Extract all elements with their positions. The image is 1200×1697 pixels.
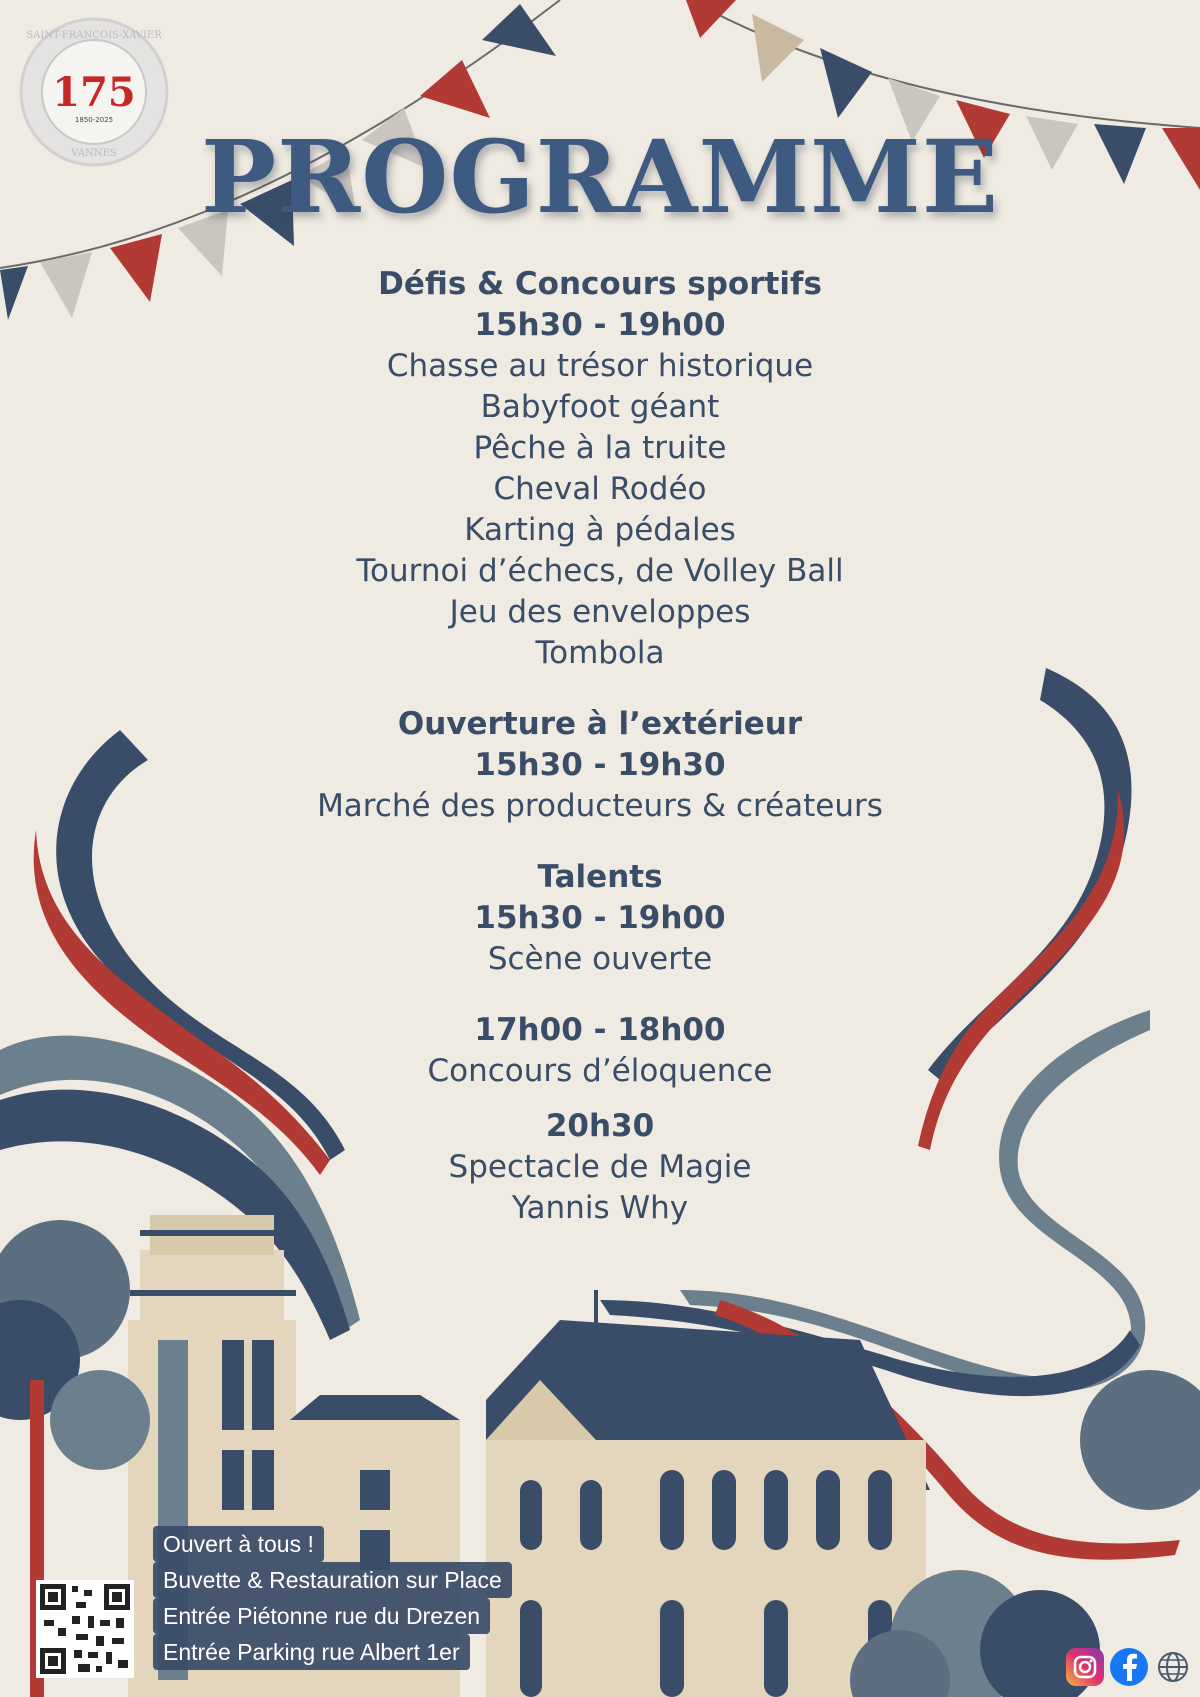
section-magic <box>0 1106 1200 1229</box>
section-outdoor <box>0 704 1200 827</box>
info-line: Entrée Parking rue Albert 1er <box>153 1634 470 1670</box>
section-time: 17h00 - 18h00 <box>474 1012 726 1048</box>
program-item: Spectacle de Magie <box>448 1149 752 1185</box>
program-item: Babyfoot géant <box>480 389 720 425</box>
program-item: Yannis Why <box>511 1190 689 1226</box>
section-title: Talents <box>537 859 663 895</box>
logo-ring-text-bottom: VANNES <box>71 148 117 159</box>
program-item: Concours d’éloquence <box>427 1053 773 1089</box>
page-title: PROGRAMME <box>200 118 1000 236</box>
facebook-icon[interactable] <box>1110 1648 1148 1686</box>
program-item: Cheval Rodéo <box>493 471 707 507</box>
program-item: Pêche à la truite <box>473 430 727 466</box>
program-item: Tombola <box>535 635 665 671</box>
program-item: Karting à pédales <box>464 512 736 548</box>
section-talents <box>0 857 1200 980</box>
info-line: Buvette & Restauration sur Place <box>153 1562 512 1598</box>
qr-code-icon[interactable] <box>36 1580 134 1678</box>
program-item: Jeu des enveloppes <box>449 594 751 630</box>
info-line: Entrée Piétonne rue du Drezen <box>153 1598 490 1634</box>
logo-ring-text-top: SAINT-FRANÇOIS-XAVIER <box>26 30 162 41</box>
social-links <box>1066 1648 1192 1686</box>
program-item: Scène ouverte <box>487 941 713 977</box>
website-icon[interactable] <box>1154 1648 1192 1686</box>
program-item: Tournoi d’échecs, de Volley Ball <box>356 553 844 589</box>
program-list <box>0 264 1200 1229</box>
logo-number: 175 <box>52 69 136 116</box>
section-sports <box>0 264 1200 674</box>
section-time: 15h30 - 19h00 <box>474 307 726 343</box>
section-time: 15h30 - 19h00 <box>474 900 726 936</box>
section-time: 20h30 <box>545 1108 655 1144</box>
section-title: Défis & Concours sportifs <box>378 266 822 302</box>
section-title: Ouverture à l’extérieur <box>397 706 803 742</box>
program-item: Marché des producteurs & créateurs <box>317 788 883 824</box>
church-building <box>486 1290 930 1697</box>
program-item: Chasse au trésor historique <box>386 348 814 384</box>
section-time: 15h30 - 19h30 <box>474 747 726 783</box>
practical-info <box>153 1526 512 1670</box>
section-eloquence <box>0 1010 1200 1092</box>
instagram-icon[interactable] <box>1066 1648 1104 1686</box>
logo-years: 1850-2025 <box>74 116 114 124</box>
info-line: Ouvert à tous ! <box>153 1526 324 1562</box>
